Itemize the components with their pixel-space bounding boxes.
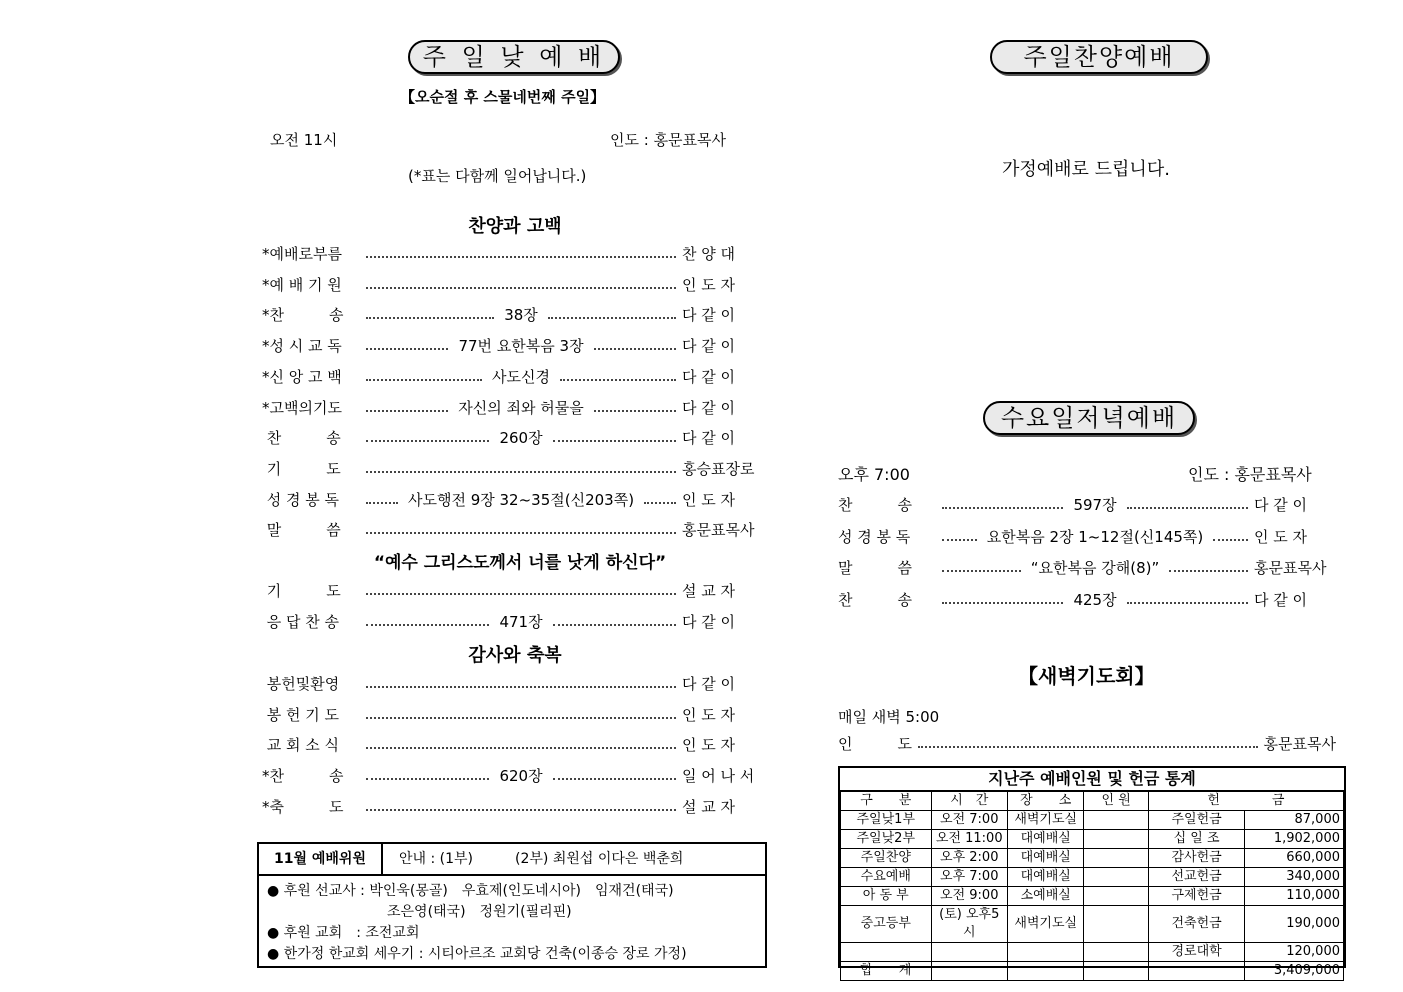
dawn-prayer-title: 【새벽기도회】	[1018, 664, 1155, 688]
leader-dots	[366, 624, 489, 626]
stats-header-cell: 시 간	[931, 792, 1007, 811]
leader-dots	[560, 379, 676, 381]
section-thanks-blessing: 감사와 축복	[468, 645, 562, 666]
order-row	[262, 611, 764, 633]
stats-cell	[1084, 962, 1148, 981]
stats-cell	[1148, 962, 1245, 981]
stats-header-cell: 헌 금	[1148, 792, 1343, 811]
order-label: 성 경 봉 독	[838, 527, 911, 546]
stats-header-cell: 구 분	[841, 792, 932, 811]
stats-cell: 아 동 부	[841, 887, 932, 906]
table-row	[841, 868, 1344, 887]
stats-cell: 대예배실	[1007, 868, 1083, 887]
leader-dots	[366, 717, 676, 719]
order-content: 사도신경	[492, 367, 550, 386]
order-person: 다 같 이	[1254, 496, 1308, 514]
stats-cell: 새벽기도실	[1007, 906, 1083, 943]
stats-cell: 주일헌금	[1148, 811, 1245, 830]
stats-cell: 110,000	[1245, 887, 1344, 906]
order-label: 말 씀	[838, 559, 912, 577]
leader-dots	[594, 348, 676, 350]
stats-cell: 1,902,000	[1245, 830, 1344, 849]
leader-dots	[644, 502, 676, 504]
order-person: 다 같 이	[682, 398, 736, 417]
table-row	[841, 887, 1344, 906]
service-time: 오전 11시	[270, 131, 338, 149]
order-row	[262, 243, 764, 265]
stats-cell: 소예배실	[1007, 887, 1083, 906]
leader-dots	[548, 317, 676, 319]
order-content: 사도행전 9장 32~35절(신203쪽)	[407, 490, 635, 509]
committee-guide: 안내 : (1부) (2부) 최원섭 이다은 백춘희	[399, 851, 684, 867]
stats-cell	[931, 943, 1007, 962]
leader-dots	[918, 746, 1258, 748]
stats-cell: 합 계	[841, 962, 932, 981]
order-label: *성 시 교 독	[262, 337, 342, 356]
stats-cell: 대예배실	[1007, 830, 1083, 849]
order-person: 홍문표목사	[1254, 559, 1327, 577]
stats-header-cell: 장 소	[1007, 792, 1083, 811]
leader-dots	[1169, 570, 1248, 572]
leader-dots	[366, 348, 448, 350]
order-row	[262, 397, 764, 419]
order-person: 다 같 이	[682, 612, 736, 631]
stats-title: 지난주 예배인원 및 헌금 통계	[840, 768, 1344, 791]
order-person: 다 같 이	[682, 675, 736, 693]
table-row	[841, 962, 1344, 981]
order-person: 인 도 자	[682, 490, 736, 509]
subtitle: 【오순절 후 스물네번째 주일】	[400, 88, 606, 106]
stats-cell: 주일낮1부	[841, 811, 932, 830]
table-row	[841, 906, 1344, 943]
missionary-line-2: 조은영(태국) 정원기(필리핀)	[387, 904, 572, 920]
order-person: 찬 양 대	[682, 245, 736, 263]
wednesday-leader: 인도 : 홍문표목사	[1188, 465, 1312, 484]
order-row	[262, 796, 764, 818]
leader-dots	[1127, 602, 1248, 604]
order-person: 홍문표목사	[682, 521, 755, 540]
order-person: 설 교 자	[682, 797, 736, 816]
leader-dots	[366, 747, 676, 749]
stats-cell: 오후 7:00	[931, 868, 1007, 887]
leader-dots	[553, 778, 676, 780]
one-family-line: ● 한가정 한교회 세우기 : 시티아르조 교회당 건축(이종승 장로 가정)	[267, 946, 687, 962]
order-row	[262, 458, 764, 480]
stats-cell	[931, 962, 1007, 981]
stats-cell: 선교헌금	[1148, 868, 1245, 887]
order-content: 요한복음 2장 1~12절(신145쪽)	[986, 527, 1204, 546]
supporting-church-line: ● 후원 교회 : 조전교회	[267, 925, 420, 941]
order-label: *신 앙 고 백	[262, 367, 342, 386]
standing-note: (*표는 다함께 일어납니다.)	[408, 167, 587, 185]
leader-dots	[366, 809, 676, 811]
order-label: 기 도	[262, 582, 341, 600]
committee-heading: 11월 예배위원	[259, 844, 383, 874]
stats-cell	[1084, 868, 1148, 887]
sermon-title: “예수 그리스도께서 너를 낫게 하신다”	[373, 553, 667, 573]
order-label: 응 답 찬 송	[262, 612, 340, 631]
order-row	[262, 335, 764, 357]
leader-dots	[366, 440, 489, 442]
order-row	[262, 519, 764, 541]
stats-cell: 오전 11:00	[931, 830, 1007, 849]
order-content: 77번 요한복음 3장	[458, 337, 584, 356]
dawn-prayer-time: 매일 새벽 5:00	[838, 708, 940, 726]
stats-cell: 경로대학	[1148, 943, 1245, 962]
leader-dots	[942, 570, 1021, 572]
leader-dots	[366, 686, 676, 688]
leader-dots	[366, 379, 482, 381]
stats-cell	[1084, 906, 1148, 943]
leader-dots	[366, 593, 676, 595]
leader-dots	[553, 624, 676, 626]
dawn-leader-name: 홍문표목사	[1263, 735, 1336, 753]
order-label: 성 경 봉 독	[262, 490, 340, 509]
stats-cell: 오전 7:00	[931, 811, 1007, 830]
stats-cell	[1084, 811, 1148, 830]
order-label: *고백의기도	[262, 398, 342, 417]
order-content: “요한복음 강해(8)”	[1030, 559, 1160, 577]
praise-worship-title: 주일찬양예배	[990, 40, 1208, 74]
order-person: 설 교 자	[682, 582, 736, 600]
table-row	[841, 830, 1344, 849]
leader-dots	[366, 532, 676, 534]
stats-table-box	[838, 766, 1346, 978]
order-label: 봉 헌 기 도	[262, 705, 340, 724]
table-row	[841, 943, 1344, 962]
order-person: 일 어 나 서	[682, 767, 755, 786]
leader-dots	[1213, 539, 1248, 541]
order-row	[262, 734, 764, 756]
order-row	[262, 489, 764, 511]
stats-header-row	[841, 792, 1344, 811]
wednesday-time: 오후 7:00	[838, 465, 910, 484]
praise-worship-text: 가정예배로 드립니다.	[1002, 159, 1170, 180]
order-row	[838, 557, 1336, 579]
order-row	[262, 765, 764, 787]
order-label: 찬 송	[838, 496, 912, 514]
leader-dots	[366, 778, 489, 780]
stats-cell: 감사헌금	[1148, 849, 1245, 868]
stats-cell: (토) 오후5시	[931, 906, 1007, 943]
order-label: 봉헌및환영	[262, 675, 340, 693]
leader-dots	[366, 287, 676, 289]
section-praise-confession: 찬양과 고백	[468, 216, 562, 237]
leader-dots	[366, 502, 398, 504]
stats-cell: 660,000	[1245, 849, 1344, 868]
order-label: 말 씀	[262, 521, 341, 540]
order-person: 인 도 자	[1254, 527, 1308, 546]
stats-cell: 중고등부	[841, 906, 932, 943]
order-person: 인 도 자	[682, 736, 736, 755]
stats-header-cell: 인 원	[1084, 792, 1148, 811]
order-person: 인 도 자	[682, 275, 736, 294]
stats-cell: 3,409,000	[1245, 962, 1344, 981]
order-label: 찬 송	[262, 429, 341, 448]
leader-dots	[366, 410, 448, 412]
stats-cell	[1007, 943, 1083, 962]
order-label: 찬 송	[838, 590, 912, 609]
stats-cell	[1007, 962, 1083, 981]
order-person: 인 도 자	[682, 705, 736, 724]
order-row	[262, 427, 764, 449]
order-label: *예 배 기 원	[262, 275, 342, 294]
order-row	[262, 366, 764, 388]
stats-cell: 오후 2:00	[931, 849, 1007, 868]
order-row	[262, 580, 764, 602]
order-content: 자신의 죄와 허물을	[458, 398, 584, 417]
order-person: 다 같 이	[682, 429, 736, 448]
stats-cell: 십 일 조	[1148, 830, 1245, 849]
worship-committee-box	[257, 842, 767, 968]
stats-cell	[1084, 849, 1148, 868]
order-content: 38장	[504, 306, 538, 325]
order-person: 홍승표장로	[682, 459, 755, 478]
dawn-leader-row	[838, 733, 1336, 755]
leader-dots	[366, 471, 676, 473]
order-row	[262, 304, 764, 326]
order-label: *찬 송	[262, 767, 344, 786]
order-content: 425장	[1073, 590, 1117, 609]
stats-cell: 120,000	[1245, 943, 1344, 962]
leader-dots	[942, 539, 977, 541]
leader-dots	[594, 410, 676, 412]
order-content: 471장	[499, 612, 543, 631]
stats-cell: 수요예배	[841, 868, 932, 887]
order-row	[838, 494, 1336, 516]
order-label: 기 도	[262, 459, 341, 478]
order-row	[262, 274, 764, 296]
stats-cell: 87,000	[1245, 811, 1344, 830]
stats-cell: 구제헌금	[1148, 887, 1245, 906]
service-leader: 인도 : 홍문표목사	[610, 131, 727, 149]
order-content: 620장	[499, 767, 543, 786]
stats-cell: 주일찬양	[841, 849, 932, 868]
table-row	[841, 811, 1344, 830]
stats-cell	[1084, 830, 1148, 849]
order-label: 교 회 소 식	[262, 736, 340, 755]
stats-cell: 340,000	[1245, 868, 1344, 887]
stats-cell: 새벽기도실	[1007, 811, 1083, 830]
leader-dots	[366, 317, 494, 319]
stats-cell: 오전 9:00	[931, 887, 1007, 906]
leader-dots	[366, 256, 676, 258]
order-person: 다 같 이	[1254, 590, 1308, 609]
leader-dots	[942, 602, 1063, 604]
stats-table	[840, 791, 1344, 981]
order-person: 다 같 이	[682, 306, 736, 325]
table-row	[841, 849, 1344, 868]
order-content: 260장	[499, 429, 543, 448]
order-row	[838, 526, 1336, 548]
order-content: 597장	[1073, 496, 1117, 514]
order-label: *찬 송	[262, 306, 344, 325]
leader-dots	[553, 440, 676, 442]
order-label: *축 도	[262, 797, 344, 816]
order-row	[838, 589, 1336, 611]
leader-dots	[942, 507, 1063, 509]
wednesday-worship-title: 수요일저녁예배	[983, 401, 1195, 435]
stats-cell: 건축헌금	[1148, 906, 1245, 943]
leader-dots	[1127, 507, 1248, 509]
dawn-leader-label: 인 도	[838, 735, 912, 753]
stats-cell	[1084, 943, 1148, 962]
stats-cell: 190,000	[1245, 906, 1344, 943]
order-row	[262, 704, 764, 726]
sunday-worship-title: 주 일 낮 예 배	[408, 40, 620, 74]
order-row	[262, 673, 764, 695]
stats-cell	[841, 943, 932, 962]
stats-cell	[1084, 887, 1148, 906]
order-person: 다 같 이	[682, 367, 736, 386]
missionary-line: ● 후원 선교사 : 박인욱(몽골) 우효제(인도네시아) 임재건(태국)	[267, 883, 674, 899]
order-person: 다 같 이	[682, 337, 736, 356]
stats-cell: 주일낮2부	[841, 830, 932, 849]
order-label: *예배로부름	[262, 245, 342, 263]
stats-cell: 대예배실	[1007, 849, 1083, 868]
